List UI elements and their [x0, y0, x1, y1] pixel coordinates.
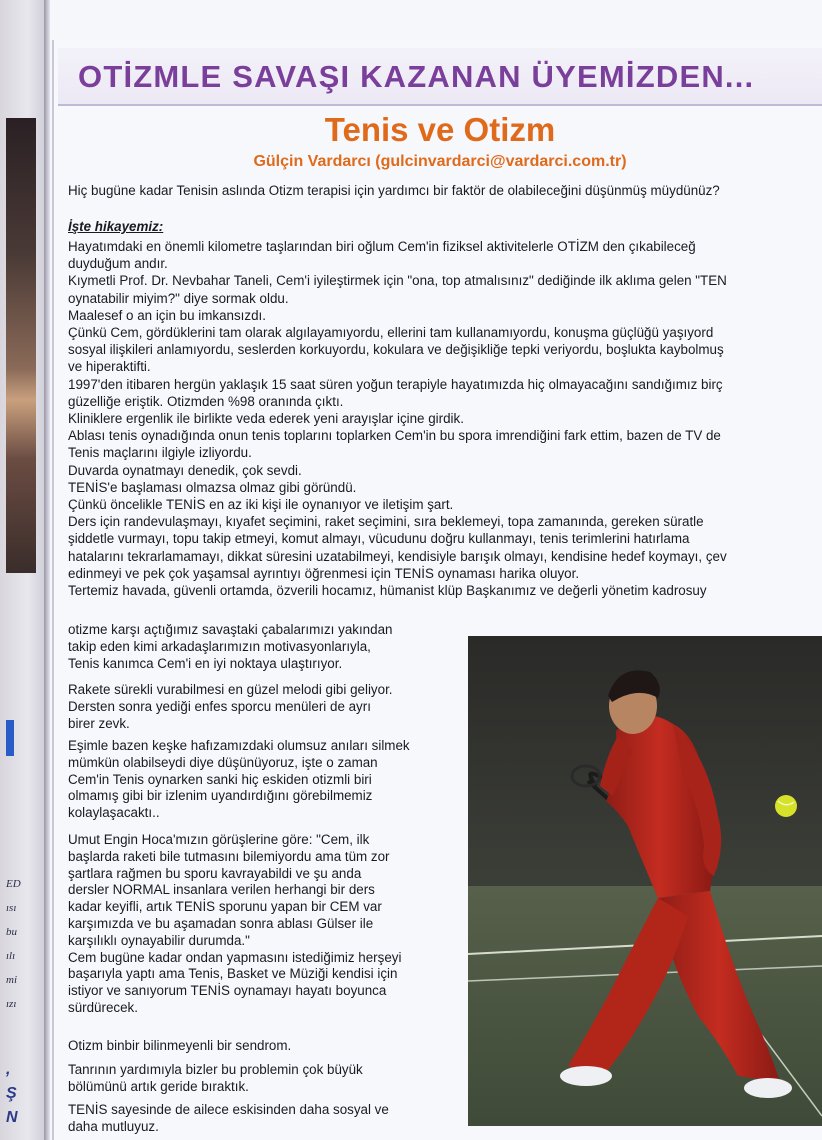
body-line: Kıymetli Prof. Dr. Nevbahar Taneli, Cem'i iyileştirmek için "ona, top atmalısınız" dediğinde ilk aklıma gelen "TEN [68, 273, 727, 289]
column-line: kadar keyifli, artık TENİS sporunu yapan bir CEM var [68, 899, 382, 915]
column-line: birer zevk. [68, 715, 130, 731]
column-line: karşımızda ve bu aşamadan sonra ablası Gülser ile [68, 915, 374, 931]
left-page-photo [6, 118, 36, 573]
body-line: oynatabilir miyim?" diye sormak oldu. [68, 290, 289, 306]
column-line: mümkün olabilseydi diye düşünüyoruz, işte o zaman [68, 754, 378, 770]
column-line: olmamış gibi bir izlenim uyandırdığını görebilmemiz [68, 788, 373, 804]
column-line: daha mutluyuz. [68, 1118, 159, 1134]
left-fragment: ılı [6, 950, 16, 962]
shoe-left [560, 1066, 612, 1086]
column-line: başlarda raketi bile tutmasını bilemiyordu ama tüm zor [68, 848, 390, 864]
body-line: Tenis maçlarını ilgiyle izliyordu. [68, 445, 252, 461]
column-line: Cem bugüne kadar ondan yapmasını istediğimiz herşeyi [68, 949, 402, 965]
page-spine [44, 0, 50, 1140]
column-line: bölümünü artık geride bıraktık. [68, 1078, 249, 1094]
shoe-right [744, 1078, 792, 1098]
article-byline: Gülçin Vardarcı (gulcinvardarci@vardarci.com.tr) [253, 153, 627, 170]
column-line: Dersten sonra yediği enfes sporcu menüleri de ayrı [68, 698, 371, 714]
left-letter: , [6, 1061, 11, 1078]
column-line: Rakete sürekli vurabilmesi en güzel melodi gibi geliyor. [68, 682, 393, 697]
body-line: 1997'den itibaren hergün yaklaşık 15 saat süren yoğun terapiyle hayatımızda hiç olmayacağını sandığımız birç [68, 376, 723, 392]
column-paragraph-5 [68, 1038, 454, 1055]
body-line: ve hiperaktifti. [68, 359, 151, 375]
tennis-player-photo [468, 636, 822, 1126]
body-line: hatalarını tekrarlamamayı, dikkat süresini uzatabilmeyi, kendisiyle barışık olmayı, kendisine hedef koymayı, çev [68, 548, 727, 564]
tennis-player-illustration [468, 636, 822, 1126]
left-fragment: ED [6, 878, 21, 890]
body-line: sosyal ilişkileri anlamıyordu, seslerden korkuyordu, kokulara ve değişikliğe tepki veriyordu, boşlukta kaybolmuş [68, 342, 724, 358]
column-line: şartlara rağmen bu sporu kavrayabildi ve şu anda [68, 865, 362, 881]
column-paragraph-1 [68, 622, 454, 672]
left-fragment: bu [6, 926, 17, 938]
story-heading: İşte hikayemiz: [68, 219, 164, 234]
column-paragraph-2 [68, 682, 454, 732]
body-line: Maalesef o an için bu imkansızdı. [68, 307, 266, 323]
tennis-ball [775, 795, 797, 817]
column-line: otizme karşı açtığımız savaştaki çabalarımızı yakından [68, 622, 393, 637]
body-line: edinmeyi ve pek çok yaşamsal ayrıntıyı öğrenmesi için TENİS oynaması harika oluyor. [68, 565, 580, 581]
left-letter: Ş [6, 1085, 17, 1102]
body-line: Çünkü Cem, gördüklerini tam olarak algılayamıyordu, ellerini tam kullanamıyordu, konuşma güçlüğü yaşıyord [68, 325, 714, 341]
column-line: Tenis kanımca Cem'i en iyi noktaya ulaştırıyor. [68, 655, 343, 671]
left-fragment: ızı [6, 998, 17, 1010]
left-page-edge [0, 0, 46, 1140]
body-line: Çünkü öncelikle TENİS en az iki kişi ile oynanıyor ve iletişim şart. [68, 497, 454, 513]
left-page-text-fragments [6, 872, 42, 1016]
column-line: başarıyla yaptı ama Tenis, Basket ve Müziği kendisi için [68, 966, 398, 982]
column-line: istiyor ve sanıyorum TENİS oynamayı hayatı boyunca [68, 983, 387, 999]
column-paragraph-4 [68, 832, 454, 1017]
column-line: takip eden kimi arkadaşlarımızın motivasyonlarıyla, [68, 638, 371, 654]
column-line: sürdürecek. [68, 999, 138, 1015]
body-line: Duvarda oynatmayı denedik, çok sevdi. [68, 462, 302, 478]
body-line: Ablası tenis oynadığında onun tenis toplarını toplarken Cem'in bu spora imrendiğini fark ettim, bazen de TV de [68, 428, 721, 444]
left-letter: N [6, 1109, 18, 1126]
column-paragraph-3 [68, 738, 454, 822]
left-fragment: mi [6, 974, 17, 986]
body-line: Kliniklere ergenlik ile birlikte veda ederek yeni arayışlar içine girdik. [68, 411, 464, 427]
body-line: Hayatımdaki en önemli kilometre taşlarından biri oğlum Cem'in fiziksel aktivitelerle OTİZM den çıkabileceğ [68, 239, 696, 254]
column-paragraph-7 [68, 1102, 454, 1136]
body-line: Ders için randevulaşmayı, kıyafet seçimini, raket seçimini, sıra beklemeyi, topa zamanında, gereken süratle [68, 514, 704, 530]
column-line: dersler NORMAL insanlara verilen herhangi bir ders [68, 882, 375, 898]
column-line: Cem'in Tenis oynarken sanki hiç eskiden otizmli biri [68, 771, 372, 787]
column-line: Tanrının yardımıyla bizler bu problemin çok büyük [68, 1062, 363, 1077]
column-paragraph-6 [68, 1062, 454, 1096]
column-line: karşılıklı oynayabilir durumda." [68, 932, 250, 948]
body-line: şiddetle vurmayı, topu takip etmeyi, komut almayı, vücudunu doğru kullanmayı, tenis terimlerini hatırlama [68, 531, 690, 547]
body-line: duyduğum andır. [68, 256, 168, 272]
body-line: güzelliğe eriştik. Otizmden %98 oranında çıktı. [68, 393, 344, 409]
body-line: Tertemiz havada, güvenli ortamda, özverili hocamız, hümanist klüp Başkanımız ve değerli yönetim kadrosuy [68, 583, 707, 599]
column-line: kolaylaşacaktı.. [68, 805, 160, 821]
article-lead: Hiç bugüne kadar Tenisin aslında Otizm terapisi için yardımcı bir faktör de olabileceğini düşünmüş müydünüz? [68, 183, 720, 198]
column-line: Umut Engin Hoca'mızın görüşlerine göre: "Cem, ilk [68, 832, 370, 847]
body-line: TENİS'e başlaması olmazsa olmaz gibi göründü. [68, 479, 357, 495]
full-width-body [68, 238, 822, 599]
column-line: Otizm binbir bilinmeyenli bir sendrom. [68, 1038, 292, 1053]
left-page-blue-mark [6, 720, 14, 756]
left-page-bottom-letters [6, 1058, 42, 1130]
article-kicker: OTİZMLE SAVAŞI KAZANAN ÜYEMİZDEN... [78, 59, 755, 94]
column-line: TENİS sayesinde de ailece eskisinden daha sosyal ve [68, 1102, 389, 1117]
column-line: Eşimle bazen keşke hafızamızdaki olumsuz anıları silmek [68, 738, 410, 753]
left-fragment: ısı [6, 902, 17, 914]
article-title: Tenis ve Otizm [324, 111, 556, 148]
